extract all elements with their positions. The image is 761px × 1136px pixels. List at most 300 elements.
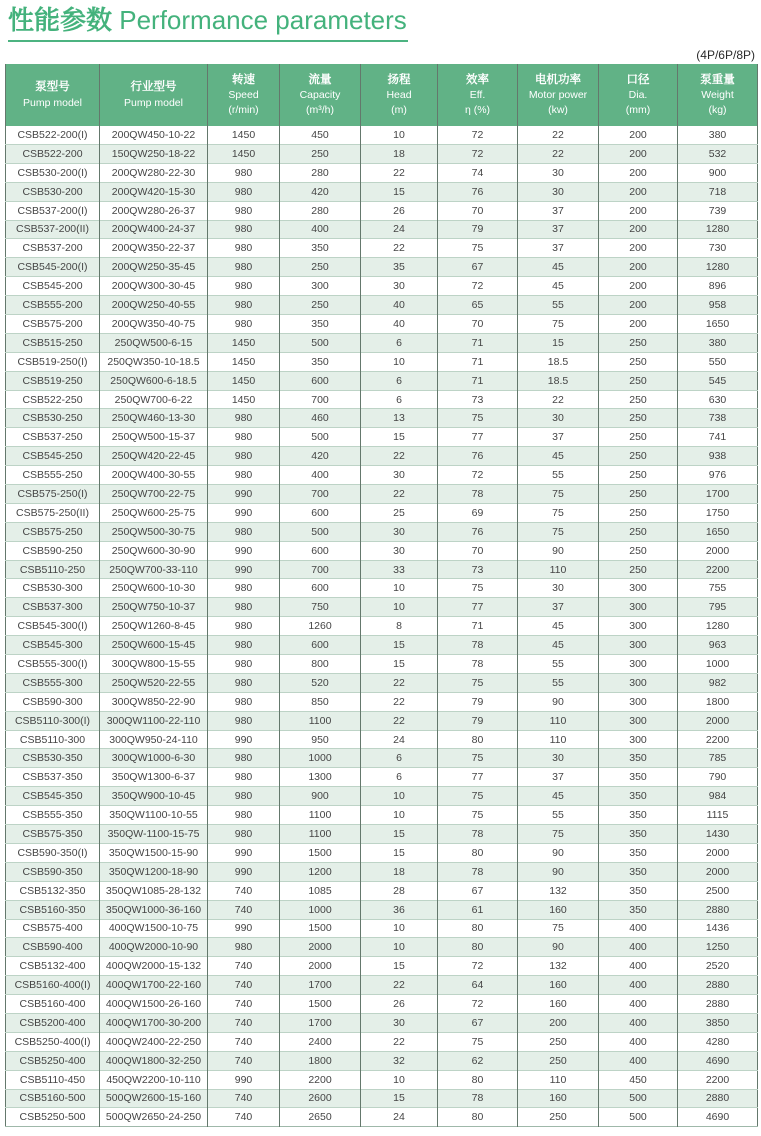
cell-col7: 22 [518,144,599,163]
cell-col6: 67 [438,258,518,277]
cell-col4: 350 [280,239,361,258]
column-header-unit: (kw) [548,103,568,116]
cell-col7: 22 [518,390,599,409]
cell-col3: 980 [208,655,280,674]
cell-col1: CSB5132-400 [6,957,100,976]
cell-col7: 55 [518,296,599,315]
cell-col6: 65 [438,296,518,315]
cell-col7: 22 [518,126,599,145]
cell-col9: 795 [678,598,758,617]
cell-col6: 72 [438,277,518,296]
cell-col6: 78 [438,862,518,881]
cell-col2: 200QW350-40-75 [100,315,208,334]
cell-col4: 1700 [280,1013,361,1032]
cell-col1: CSB545-350 [6,787,100,806]
cell-col7: 30 [518,182,599,201]
cell-col3: 1450 [208,126,280,145]
cell-col2: 250QW700-22-75 [100,485,208,504]
cell-col8: 200 [599,182,678,201]
cell-col9: 2520 [678,957,758,976]
cell-col4: 2650 [280,1108,361,1127]
cell-col8: 300 [599,579,678,598]
cell-col1: CSB590-300 [6,692,100,711]
cell-col8: 350 [599,806,678,825]
cell-col6: 72 [438,466,518,485]
cell-col5: 10 [361,806,438,825]
cell-col7: 110 [518,560,599,579]
cell-col3: 1450 [208,352,280,371]
cell-col8: 300 [599,617,678,636]
cell-col9: 2500 [678,881,758,900]
table-row [6,730,758,749]
cell-col3: 980 [208,277,280,296]
cell-col5: 30 [361,277,438,296]
cell-col5: 6 [361,333,438,352]
cell-col9: 982 [678,673,758,692]
cell-col6: 79 [438,692,518,711]
cell-col4: 450 [280,126,361,145]
table-row [6,315,758,334]
table-row [6,919,758,938]
cell-col2: 500QW2600-15-160 [100,1089,208,1108]
cell-col5: 22 [361,673,438,692]
column-header-unit: (m³/h) [306,103,334,116]
cell-col5: 15 [361,182,438,201]
cell-col2: 350QW1300-6-37 [100,768,208,787]
cell-col1: CSB5110-250 [6,560,100,579]
cell-col1: CSB537-200(I) [6,201,100,220]
cell-col4: 600 [280,579,361,598]
column-header-unit: (r/min) [228,103,259,116]
column-header-1 [6,64,100,126]
cell-col3: 740 [208,1089,280,1108]
cell-col7: 45 [518,617,599,636]
table-row [6,409,758,428]
cell-col6: 77 [438,768,518,787]
cell-col6: 77 [438,428,518,447]
cell-col5: 15 [361,843,438,862]
cell-col4: 1700 [280,976,361,995]
cell-col4: 1200 [280,862,361,881]
cell-col4: 600 [280,541,361,560]
column-header-5 [361,64,438,126]
cell-col1: CSB537-200 [6,239,100,258]
cell-col8: 350 [599,768,678,787]
cell-col8: 200 [599,220,678,239]
cell-col5: 22 [361,711,438,730]
cell-col2: 200QW250-35-45 [100,258,208,277]
table-row [6,522,758,541]
cell-col1: CSB522-200(I) [17,128,88,141]
column-header-cn: 转速 [232,74,255,87]
cell-col6: 75 [438,1032,518,1051]
cell-col5: 22 [361,976,438,995]
cell-col9: 938 [678,447,758,466]
cell-col2: 400QW2000-15-132 [100,957,208,976]
cell-col5: 15 [361,655,438,674]
cell-col7: 30 [518,163,599,182]
cell-col5: 22 [361,692,438,711]
cell-col3: 980 [208,692,280,711]
cell-col6: 75 [438,749,518,768]
cell-col3: 740 [208,995,280,1014]
cell-col3: 740 [208,881,280,900]
cell-col4: 350 [280,352,361,371]
column-header-9 [678,64,758,126]
cell-col3: 1450 [208,371,280,390]
cell-col6: 73 [438,390,518,409]
table-row [6,768,758,787]
table-row [6,655,758,674]
cell-col2: 250QW500-15-37 [100,428,208,447]
cell-col3: 740 [208,1032,280,1051]
cell-col5: 10 [361,598,438,617]
table-row [6,352,758,371]
cell-col9: 4690 [678,1051,758,1070]
cell-col6: 75 [438,787,518,806]
cell-col7: 45 [518,447,599,466]
cell-col4: 250 [280,296,361,315]
cell-col8: 200 [599,277,678,296]
cell-col5: 22 [361,485,438,504]
cell-col6: 64 [438,976,518,995]
cell-col9: 2000 [678,711,758,730]
cell-col3: 980 [208,447,280,466]
cell-col7: 160 [518,995,599,1014]
cell-col2: 250QW500-6-15 [100,333,208,352]
column-header-unit: (mm) [625,103,651,116]
cell-col4: 300 [280,277,361,296]
cell-col4: 400 [280,220,361,239]
cell-col2: 250QW600-30-90 [100,541,208,560]
cell-col8: 300 [599,598,678,617]
cell-col1: CSB5110-450 [6,1070,100,1089]
table-row [6,1070,758,1089]
cell-col5: 40 [361,315,438,334]
cell-col8: 250 [599,371,678,390]
cell-col1: CSB5110-300 [6,730,100,749]
cell-col9: 1280 [678,258,758,277]
cell-col3: 990 [208,843,280,862]
cell-col3: 990 [208,503,280,522]
cell-col6: 71 [438,333,518,352]
header-row [6,64,758,126]
cell-col6: 78 [438,636,518,655]
cell-col4: 280 [280,163,361,182]
cell-col7: 55 [518,655,599,674]
cell-col2: 300QW800-15-55 [100,655,208,674]
column-header-en: Pump model [124,96,183,109]
cell-col9: 532 [678,144,758,163]
table-row [6,673,758,692]
cell-col5: 10 [361,1070,438,1089]
cell-col2: 400QW2000-10-90 [100,938,208,957]
column-header-en: Weight [701,89,734,102]
cell-col1: CSB5132-350 [6,881,100,900]
cell-col7: 90 [518,541,599,560]
table-row [6,182,758,201]
cell-col9: 1430 [678,825,758,844]
cell-col1: CSB545-300(I) [6,617,100,636]
cell-col3: 1450 [208,144,280,163]
cell-col9: 963 [678,636,758,655]
cell-col8: 500 [599,1089,678,1108]
cell-col1: CSB555-200 [6,296,100,315]
cell-col1: CSB5160-400(I) [6,976,100,995]
cell-col9: 1280 [678,617,758,636]
cell-col3: 990 [208,560,280,579]
table-row [6,976,758,995]
cell-col8: 250 [599,447,678,466]
cell-col5: 15 [361,1089,438,1108]
cell-col9: 2880 [678,1089,758,1108]
cell-col6: 72 [438,995,518,1014]
cell-col8: 250 [599,333,678,352]
cell-col8: 400 [599,976,678,995]
cell-col6: 72 [438,957,518,976]
cell-col5: 22 [361,1032,438,1051]
cell-col6: 76 [438,182,518,201]
cell-col7: 18.5 [518,352,599,371]
cell-col3: 740 [208,976,280,995]
cell-col9: 896 [678,277,758,296]
cell-col1: CSB5160-350 [6,900,100,919]
cell-col1: CSB522-200 [6,144,100,163]
cell-col6: 79 [438,220,518,239]
cell-col3: 980 [208,787,280,806]
cell-col8: 250 [599,522,678,541]
cell-col9: 976 [678,466,758,485]
cell-col4: 1000 [280,749,361,768]
cell-col6: 61 [438,900,518,919]
cell-col4: 420 [280,447,361,466]
column-header-6 [438,64,518,126]
cell-col7: 110 [518,1070,599,1089]
cell-col1: CSB590-350(I) [6,843,100,862]
cell-col2: 200QW280-26-37 [100,201,208,220]
table-row [6,711,758,730]
cell-col2: 350QW1200-18-90 [100,862,208,881]
cell-col1: CSB545-200 [6,277,100,296]
cell-col1: CSB5110-300(I) [6,711,100,730]
cell-col2: 150QW250-18-22 [100,144,208,163]
cell-col3: 980 [208,636,280,655]
cell-col8: 350 [599,862,678,881]
table-row [6,636,758,655]
cell-col3: 980 [208,522,280,541]
cell-col4: 2000 [280,938,361,957]
cell-col3: 980 [208,598,280,617]
cell-col2: 200QW300-30-45 [100,277,208,296]
cell-col5: 18 [361,862,438,881]
cell-col7: 132 [518,957,599,976]
cell-col7: 132 [518,881,599,900]
cell-col6: 78 [438,655,518,674]
cell-col9: 730 [678,239,758,258]
cell-col6: 70 [438,315,518,334]
cell-col9: 2200 [678,560,758,579]
cell-col6: 76 [438,522,518,541]
cell-col8: 350 [599,881,678,900]
cell-col5: 10 [361,919,438,938]
cell-col5: 13 [361,409,438,428]
cell-col5: 40 [361,296,438,315]
cell-col1: CSB519-250 [6,371,100,390]
cell-col5: 15 [361,636,438,655]
table-row [6,466,758,485]
cell-col9: 1280 [678,220,758,239]
cell-col2: 250QW350-10-18.5 [100,352,208,371]
cell-col8: 350 [599,749,678,768]
cell-col3: 980 [208,409,280,428]
cell-col6: 80 [438,1108,518,1127]
cell-col8: 250 [599,560,678,579]
cell-col8: 200 [599,163,678,182]
table-row [6,617,758,636]
cell-col7: 75 [518,315,599,334]
table-row [6,1032,758,1051]
column-header-cn: 行业型号 [130,81,177,94]
cell-col6: 70 [438,201,518,220]
cell-col7: 55 [518,806,599,825]
cell-col6: 80 [438,1070,518,1089]
cell-col5: 18 [361,144,438,163]
cell-col1: CSB530-250 [6,409,100,428]
cell-col4: 460 [280,409,361,428]
cell-col9: 785 [678,749,758,768]
cell-col5: 26 [361,995,438,1014]
cell-col2: 350QW900-10-45 [100,787,208,806]
cell-col9: 1750 [678,503,758,522]
column-header-unit: (m) [391,103,407,116]
table-row [6,1051,758,1070]
cell-col3: 980 [208,711,280,730]
cell-col1: CSB5250-500 [6,1108,100,1127]
table-row [6,163,758,182]
cell-col3: 980 [208,296,280,315]
cell-col6: 80 [438,919,518,938]
cell-col9: 2000 [678,541,758,560]
column-header-7 [518,64,599,126]
cell-col1: CSB555-350 [6,806,100,825]
cell-col2: 250QW600-6-18.5 [100,371,208,390]
cell-col8: 450 [599,1070,678,1089]
cell-col3: 980 [208,768,280,787]
table-row [6,1108,758,1127]
cell-col2: 400QW1700-30-200 [100,1013,208,1032]
cell-col3: 740 [208,1013,280,1032]
cell-col6: 75 [438,239,518,258]
cell-col3: 990 [208,1070,280,1089]
cell-col4: 800 [280,655,361,674]
cell-col8: 250 [599,466,678,485]
cell-col7: 37 [518,201,599,220]
column-header-cn: 扬程 [387,74,411,87]
cell-col7: 30 [518,579,599,598]
performance-parameters-table [5,64,758,1128]
cell-col7: 160 [518,900,599,919]
cell-col9: 2000 [678,843,758,862]
cell-col3: 740 [208,900,280,919]
cell-col1: CSB530-200(I) [6,163,100,182]
cell-col8: 300 [599,636,678,655]
cell-col3: 990 [208,862,280,881]
page-title [8,6,757,35]
table-row [6,692,758,711]
column-header-cn: 泵重量 [700,74,735,87]
cell-col7: 37 [518,598,599,617]
table-row [6,560,758,579]
cell-col9: 900 [678,163,758,182]
cell-col4: 1100 [280,825,361,844]
cell-col4: 2000 [280,957,361,976]
cell-col3: 980 [208,749,280,768]
cell-col5: 24 [361,730,438,749]
cell-col5: 24 [361,1108,438,1127]
cell-col2: 250QW700-6-22 [100,390,208,409]
cell-col8: 400 [599,957,678,976]
cell-col9: 4280 [678,1032,758,1051]
cell-col1: CSB530-200 [6,182,100,201]
cell-col1: CSB575-250(II) [6,503,100,522]
table-row [6,862,758,881]
cell-col4: 250 [280,144,361,163]
cell-col7: 250 [518,1051,599,1070]
cell-col4: 1000 [280,900,361,919]
cell-col6: 75 [438,673,518,692]
cell-col8: 200 [599,201,678,220]
table-row [6,598,758,617]
cell-col3: 990 [208,730,280,749]
cell-col8: 200 [599,239,678,258]
cell-col3: 990 [208,541,280,560]
cell-col8: 300 [599,655,678,674]
cell-col9: 1650 [678,522,758,541]
cell-col2: 200QW400-30-55 [100,466,208,485]
cell-col9: 1700 [678,485,758,504]
table-row [6,881,758,900]
table-row [6,957,758,976]
cell-col2: 250QW520-22-55 [100,673,208,692]
cell-col2: 250QW600-25-75 [100,503,208,522]
cell-col6: 72 [438,126,518,145]
cell-col7: 160 [518,1089,599,1108]
cell-col2: 200QW450-10-22 [100,126,208,145]
cell-col1: CSB519-250(I) [6,352,100,371]
cell-col9: 741 [678,428,758,447]
cell-col6: 72 [438,144,518,163]
column-header-en: Eff. [469,89,486,102]
cell-col5: 10 [361,787,438,806]
cell-col2: 250QW420-22-45 [100,447,208,466]
cell-col3: 740 [208,957,280,976]
cell-col2: 300QW850-22-90 [100,692,208,711]
cell-col6: 80 [438,938,518,957]
cell-col1: CSB537-350 [6,768,100,787]
cell-col2: 500QW2650-24-250 [100,1108,208,1127]
cell-col5: 10 [361,352,438,371]
cell-col6: 78 [438,485,518,504]
cell-col9: 718 [678,182,758,201]
table-row [6,258,758,277]
cell-col9: 755 [678,579,758,598]
cell-col4: 520 [280,673,361,692]
cell-col3: 1450 [208,390,280,409]
cell-col2: 400QW1800-32-250 [100,1051,208,1070]
cell-col2: 400QW1500-26-160 [100,995,208,1014]
cell-col9: 550 [678,352,758,371]
table-row [6,371,758,390]
